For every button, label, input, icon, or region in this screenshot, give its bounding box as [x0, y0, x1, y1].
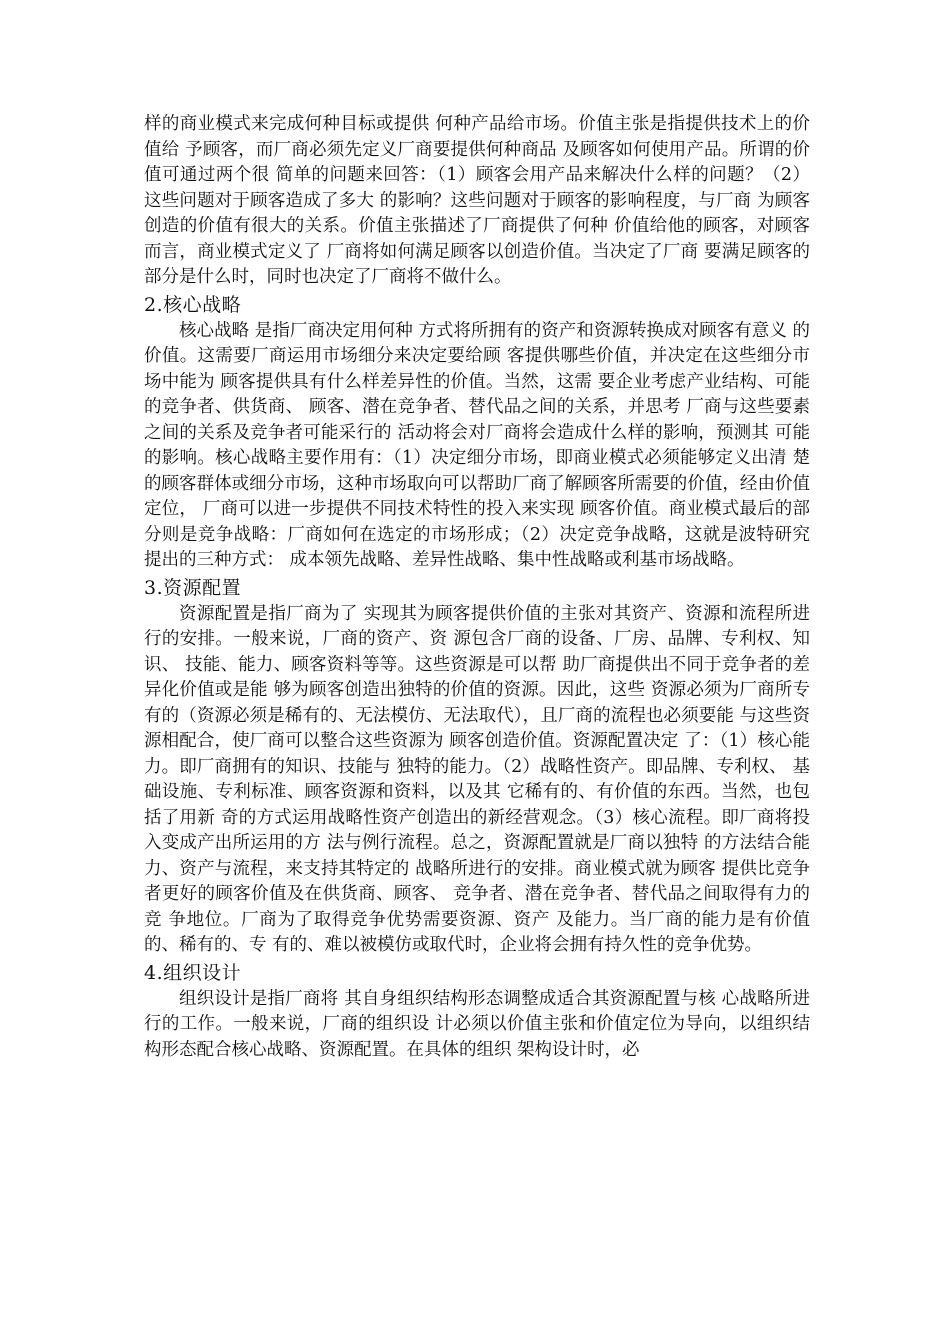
section-3-paragraph: 资源配置是指厂商为了 实现其为顾客提供价值的主张对其资产、资源和流程所进行的安排。一般来说，厂商的资产、资 源包含厂商的设备、厂房、品牌、专利权、知识、 技能、能力、顾客资料等等。这些资源是可以帮 助厂商提供出不同于竞争者的差异化价值或是能 够为顾客创造出独特的价值的资源。因此，这些 资源必须为厂商所专有的（资源必须是稀有的、无法模仿、无法取代），且厂商的流程也必须要能 与这些资源相配合，使厂商可以整合这些资源为 顾客创造价值。资源配置决定 了：（1）核心能力。即厂商拥有的知识、技能与 独特的能力。（2）战略性资产。即品牌、专利权、 基础设施、专利标准、顾客资源和资料，以及其 它稀有的、有价值的东西。当然，也包括了用新 奇的方式运用战略性资产创造出的新经营观念。（3）核心流程。即厂商将投入变成产出所运用的方 法与例行流程。总之，资源配置就是厂商以独特 的方法结合能力、资产与流程，来支持其特定的 战略所进行的安排。商业模式就为顾客 提供比竞争者更好的顾客价值及在供货商、顾客、 竞争者、潜在竞争者、替代品之间取得有力的竞 争地位。厂商为了取得竞争优势需要资源、资产 及能力。当厂商的能力是有价值的、稀有的、专 有的、难以被模仿或取代时，企业将会拥有持久性的竞争优势。: [144, 603, 810, 955]
section-2-paragraph: 核心战略 是指厂商决定用何种 方式将所拥有的资产和资源转换成对顾客有意义 的价值。这需要厂商运用市场细分来决定要给顾 客提供哪些价值，并决定在这些细分市场中能为 顾客提供具有什么样差异性的价值。当然，这需 要企业考虑产业结构、可能的竞争者、供货商、 顾客、潜在竞争者、替代品之间的关系，并思考 厂商与这些要素之间的关系及竞争者可能采行的 活动将会对厂商将会造成什么样的影响，预测其 可能的影响。核心战略主要作用有：（1）决定细分市场，即商业模式必须能够定义出清 楚的顾客群体或细分市场，这种市场取向可以帮助厂商了解顾客所需要的价值，经由价值定位， 厂商可以进一步提供不同技术特性的投入来实现 顾客价值。商业模式最后的部分则是竞争战略：厂商如何在选定的市场形成；（2）决定竞争战略，这就是波特研究提出的三种方式： 成本领先战略、差异性战略、集中性战略或利基市场战略。: [144, 320, 810, 570]
document-body: [144, 112, 810, 1063]
intro-paragraph: 样的商业模式来完成何种目标或提供 何种产品给市场。价值主张是指提供技术上的价值给 予顾客，而厂商必须先定义厂商要提供何种商品 及顾客如何使用产品。所谓的价值可通过两个很 简单的问题来回答：（1）顾客会用产品来解决什么样的问题？（2）这些问题对于顾客造成了多大 的影响？这些问题对于顾客的影响程度，与厂商 为顾客创造的价值有很大的关系。价值主张描述了厂商提供了何种 价值给他的顾客，对顾客而言，商业模式定义了 厂商将如何满足顾客以创造价值。当决定了厂商 要满足顾客的部分是什么时，同时也决定了厂商将不做什么。: [144, 114, 810, 287]
section-2-heading: 2.核心战略: [144, 293, 242, 316]
section-4-paragraph: 组织设计是指厂商将 其自身组织结构形态调整成适合其资源配置与核 心战略所进行的工作。一般来说，厂商的组织设 计必须以价值主张和价值定位为导向，以组织结 构形态配合核心战略、资源配置。在具体的组织 架构设计时，必: [144, 988, 810, 1060]
section-3-heading: 3.资源配置: [144, 576, 242, 599]
section-4-heading: 4.组织设计: [144, 961, 242, 984]
